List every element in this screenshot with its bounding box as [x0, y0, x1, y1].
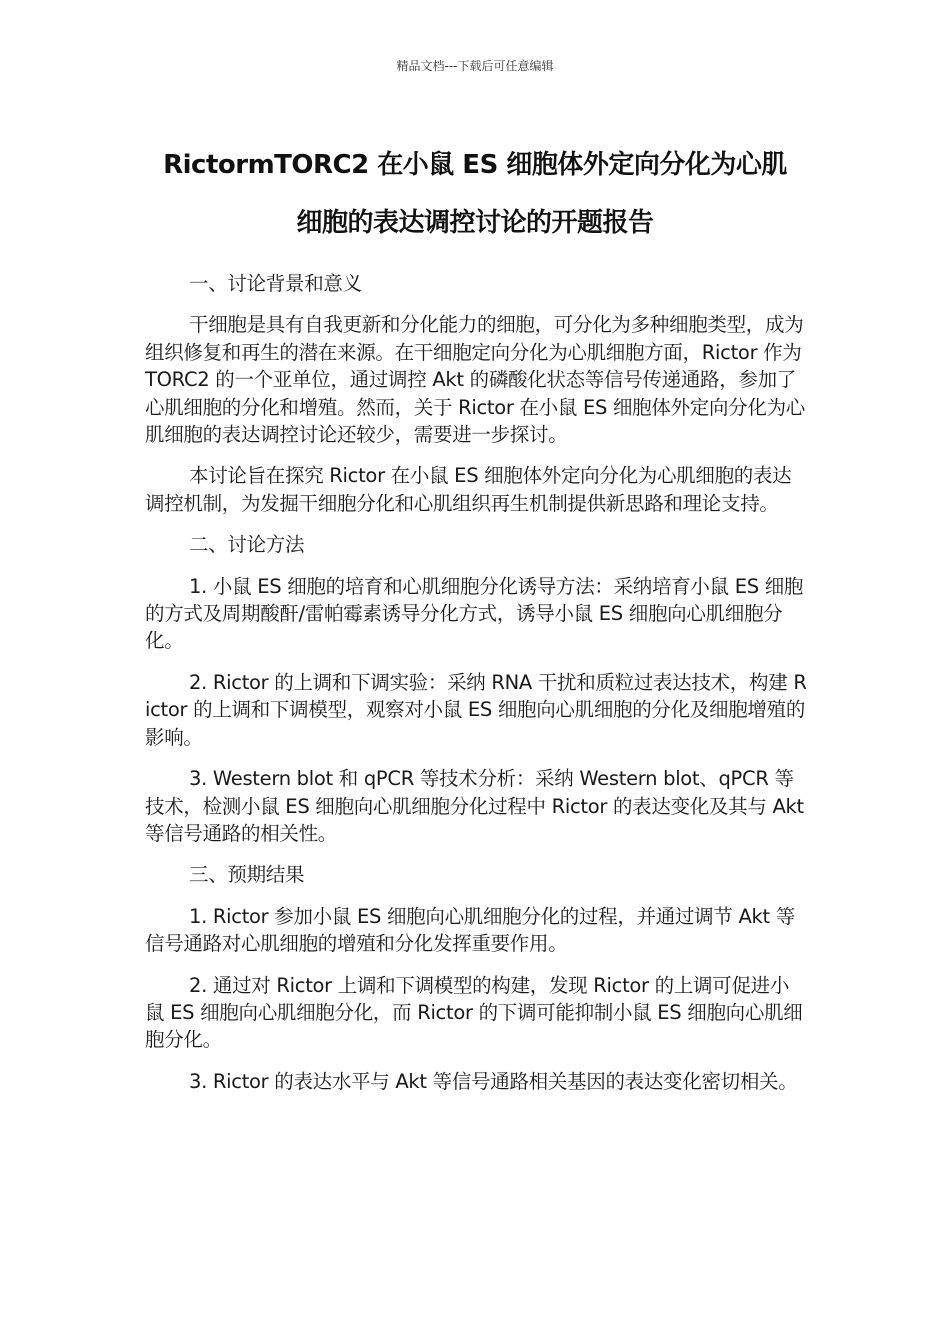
method-item-1: 1. 小鼠 ES 细胞的培育和心肌细胞分化诱导方法：采纳培育小鼠 ES 细胞的方式及周期酸酐/雷帕霉素诱导分化方式，诱导小鼠 ES 细胞向心肌细胞分化。	[145, 574, 804, 653]
paragraph-aim: 本讨论旨在探究 Rictor 在小鼠 ES 细胞体外定向分化为心肌细胞的表达调控机制，为发掘干细胞分化和心肌组织再生机制提供新思路和理论支持。	[145, 464, 792, 515]
document-title-line-2: 细胞的表达调控讨论的开题报告	[296, 208, 654, 238]
page-header-note: 精品文档---下载后可任意编辑	[396, 59, 554, 73]
document-body	[145, 270, 807, 1109]
result-item-3: 3. Rictor 的表达水平与 Akt 等信号通路相关基因的表达变化密切相关。	[189, 1069, 798, 1093]
method-item-3: 3. Western blot 和 qPCR 等技术分析：采纳 Western blot、qPCR 等技术，检测小鼠 ES 细胞向心肌细胞分化过程中 Rictor 的表达变化及其与 Akt 等信号通路的相关性。	[145, 767, 804, 845]
document-title-line-1: RictormTORC2 在小鼠 ES 细胞体外定向分化为心肌	[163, 150, 787, 180]
result-item-1: 1. Rictor 参加小鼠 ES 细胞向心肌细胞分化的过程，并通过调节 Akt 等信号通路对心肌细胞的增殖和分化发挥重要作用。	[145, 904, 795, 956]
document-title	[100, 136, 850, 252]
result-item-2: 2. 通过对 Rictor 上调和下调模型的构建，发现 Rictor 的上调可促进小鼠 ES 细胞向心肌细胞分化，而 Rictor 的下调可能抑制小鼠 ES 细胞向心肌细胞分化。	[145, 973, 803, 1052]
section-heading-methods: 二、讨论方法	[189, 533, 305, 557]
method-item-2: 2. Rictor 的上调和下调实验：采纳 RNA 干扰和质粒过表达技术，构建 Rictor 的上调和下调模型，观察对小鼠 ES 细胞向心肌细胞的分化及细胞增殖的影响。	[145, 670, 807, 749]
section-heading-background: 一、讨论背景和意义	[189, 272, 362, 295]
section-heading-expected-results: 三、预期结果	[189, 863, 305, 887]
paragraph-background: 干细胞是具有自我更新和分化能力的细胞，可分化为多种细胞类型，成为组织修复和再生的潜在来源。在干细胞定向分化为心肌细胞方面，Rictor 作为 TORC2 的一个亚单位，通过调控 Akt 的磷酸化状态等信号传递通路，参加了心肌细胞的分化和增殖。然而，关于 Rictor 在小鼠 ES 细胞体外定向分化为心肌细胞的表达调控讨论还较少，需要进一步探讨。	[145, 313, 805, 447]
